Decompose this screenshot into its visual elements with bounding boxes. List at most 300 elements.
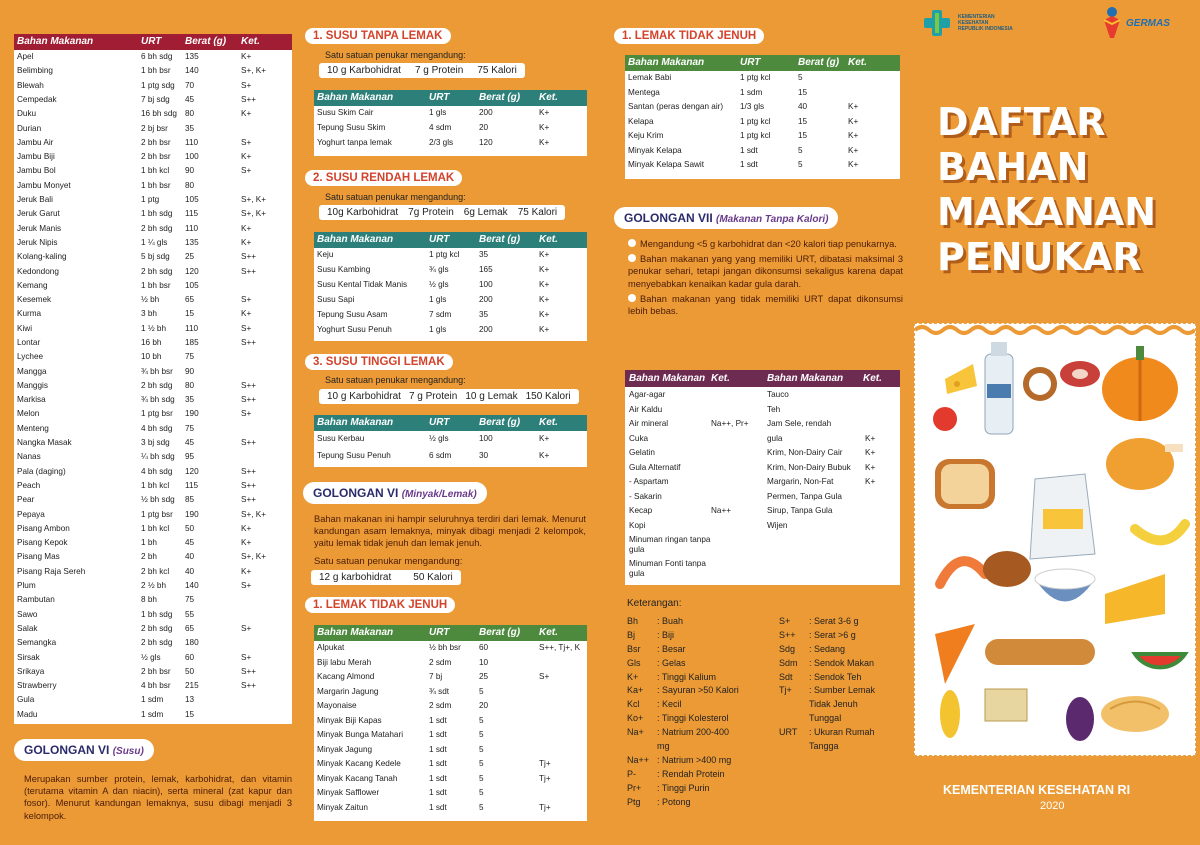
legend-item xyxy=(627,644,777,658)
table-cell: Kesemek xyxy=(17,295,52,305)
table-cell: Srikaya xyxy=(17,666,45,676)
food-illustration xyxy=(915,324,1195,754)
legend-abbr: P- xyxy=(627,768,636,779)
table-cell: 1 bh kcl xyxy=(141,523,170,533)
table-cell: Biji labu Merah xyxy=(317,657,372,667)
table-cell: S++ xyxy=(241,266,257,276)
table-cell: 15 xyxy=(798,116,808,126)
table-cell: 1/3 gls xyxy=(740,102,765,112)
table-cell: Melon xyxy=(17,409,40,419)
table-row xyxy=(14,79,292,93)
table-cell: Yoghurt tanpa lemak xyxy=(317,138,392,148)
food-name: Air Kaldu xyxy=(629,404,663,414)
legend-item xyxy=(779,672,904,686)
table-row xyxy=(14,293,292,307)
table-cell: Tepung Susu Skim xyxy=(317,123,386,133)
table-row xyxy=(14,636,292,650)
table-cell: 2 bh sdg xyxy=(141,380,173,390)
table-cell: S+, K+ xyxy=(241,509,267,519)
table-cell: S+ xyxy=(241,323,252,333)
flour-bag-icon xyxy=(1030,474,1095,559)
table-row xyxy=(14,365,292,379)
legend-item xyxy=(627,769,777,783)
table-cell: K+ xyxy=(241,309,252,319)
table-cell: 2 bh sdg xyxy=(141,223,173,233)
golongan-label: GOLONGAN VI xyxy=(313,486,399,500)
table-cell: 40 xyxy=(798,102,808,112)
legend-meaning: : Besar xyxy=(657,643,686,654)
table-cell: 200 xyxy=(479,108,493,118)
list-item xyxy=(767,492,896,502)
table-cell: 2 bh xyxy=(141,552,157,562)
nutrient: 75 Kalori xyxy=(517,207,558,218)
table-cell: S+ xyxy=(241,166,252,176)
list-item xyxy=(629,405,759,415)
golongan-susu-title xyxy=(14,739,154,761)
legend-item xyxy=(627,672,777,686)
table-row xyxy=(14,121,292,135)
legend-abbr xyxy=(779,713,809,727)
table-cell: 140 xyxy=(185,581,199,591)
table-cell: 100 xyxy=(479,280,493,290)
food-ket: K+ xyxy=(865,433,876,443)
legend-item xyxy=(627,616,777,630)
legend-item xyxy=(627,727,777,741)
col-header: Berat (g) xyxy=(476,625,536,641)
col-header: Berat (g) xyxy=(476,415,536,431)
table-cell: K+ xyxy=(539,280,550,290)
legend-meaning: : Rendah Protein xyxy=(657,768,725,779)
table-row xyxy=(14,179,292,193)
list-item xyxy=(629,419,759,429)
cheese-icon xyxy=(945,364,977,394)
table-cell: 5 xyxy=(798,160,803,170)
legend-meaning: : Sendok Teh xyxy=(809,671,862,682)
food-name: Teh xyxy=(767,404,781,414)
nutrient: 10 g Karbohidrat xyxy=(327,391,401,402)
table-cell: Margarin Jagung xyxy=(317,686,379,696)
legend-meaning: : Serat >6 g xyxy=(809,629,856,640)
title-line: MAKANAN xyxy=(937,190,1157,234)
legend-item xyxy=(779,727,904,741)
table-row xyxy=(625,71,900,86)
table-cell: Tj+ xyxy=(539,802,551,812)
table-cell: K+ xyxy=(539,295,550,305)
table-cell: 75 xyxy=(185,352,195,362)
bullet-item xyxy=(628,293,903,317)
legend-meaning: : Sumber Lemak xyxy=(809,685,876,696)
table-row xyxy=(314,685,587,700)
table-row xyxy=(14,708,292,722)
table-cell: 10 xyxy=(479,657,489,667)
list-item xyxy=(767,506,896,516)
susu-rendah-lemak-table xyxy=(314,232,587,341)
free-food-table-card xyxy=(625,370,900,585)
table-row xyxy=(314,106,587,121)
legend-abbr: Na+ xyxy=(627,727,644,738)
section-title-lemak-jenuh: 1. LEMAK TIDAK JENUH xyxy=(614,28,764,44)
table-cell xyxy=(238,279,292,293)
table-cell: 1 sdt xyxy=(429,773,447,783)
table-cell: 4 bh bsr xyxy=(141,681,171,691)
table-cell: 25 xyxy=(185,252,195,262)
table-row xyxy=(14,264,292,278)
legend-abbr: S++ xyxy=(779,629,796,640)
table-cell xyxy=(845,71,900,86)
table-cell: 215 xyxy=(185,681,199,691)
table-row xyxy=(314,448,587,465)
carrot-icon xyxy=(935,624,975,684)
table-cell: Santan (peras dengan air) xyxy=(628,102,724,112)
table-cell: Pala (daging) xyxy=(17,466,66,476)
list-item xyxy=(767,419,896,429)
nutrient: 6g Lemak xyxy=(463,207,508,218)
table-cell xyxy=(536,685,587,700)
table-cell: 80 xyxy=(185,380,195,390)
table-cell: 190 xyxy=(185,509,199,519)
banana-icon xyxy=(1135,524,1185,540)
table-cell: 35 xyxy=(185,395,195,405)
table-cell: ½ bh xyxy=(141,295,160,305)
free-food-header xyxy=(625,370,900,387)
table-cell: 6 sdm xyxy=(429,451,452,461)
table-cell: Tepung Susu Asam xyxy=(317,310,388,320)
table-cell: S+ xyxy=(241,295,252,305)
table-cell: 1 sdt xyxy=(429,744,447,754)
list-item xyxy=(767,390,896,400)
table-cell: K+ xyxy=(241,223,252,233)
food-name: Agar-agar xyxy=(629,390,666,399)
table-cell: Pisang Kepok xyxy=(17,538,68,548)
table-cell: Mangga xyxy=(17,366,47,376)
legend-item xyxy=(627,741,777,755)
table-cell: 5 xyxy=(798,73,803,83)
table-row xyxy=(14,693,292,707)
table-cell: Yoghurt Susu Penuh xyxy=(317,325,392,335)
table-cell xyxy=(238,708,292,722)
table-cell: Nangka Masak xyxy=(17,438,72,448)
list-item xyxy=(629,477,759,487)
table-cell: 7 sdm xyxy=(429,310,452,320)
table-row xyxy=(14,93,292,107)
table-row xyxy=(314,670,587,685)
col-header: Bahan Makanan xyxy=(314,232,426,248)
table-row xyxy=(14,350,292,364)
table-cell: 20 xyxy=(479,701,489,711)
col-header: Ket. xyxy=(238,34,292,50)
table-cell: 1 bh bsr xyxy=(141,180,171,190)
bullet-dot-icon xyxy=(628,254,636,262)
table-cell xyxy=(238,608,292,622)
legend-meaning: : Sayuran >50 Kalori xyxy=(657,685,739,696)
table-cell: 15 xyxy=(185,309,195,319)
golongan-label: GOLONGAN VI xyxy=(24,743,110,757)
table-row xyxy=(625,86,900,101)
section-title-susu-rendah-lemak: 2. SUSU RENDAH LEMAK xyxy=(305,170,462,186)
table-row xyxy=(314,656,587,671)
col-header: Bahan Makanan xyxy=(14,34,138,50)
table-cell: K+ xyxy=(241,109,252,119)
bullet-dot-icon xyxy=(628,294,636,302)
table-cell: 100 xyxy=(185,152,199,162)
table-cell: 65 xyxy=(185,623,195,633)
table-cell: 10 bh xyxy=(141,352,162,362)
section-note: Satu satuan penukar mengandung: xyxy=(314,556,463,567)
table-row xyxy=(14,393,292,407)
legend-abbr: Ka+ xyxy=(627,685,644,696)
food-name: Gelatin xyxy=(629,448,655,457)
table-cell: Nanas xyxy=(17,452,41,462)
table-cell: K+ xyxy=(539,123,550,133)
legend-meaning: : Tinggi Kalium xyxy=(657,671,717,682)
table-cell: 16 bh sdg xyxy=(141,109,177,119)
title-line: DAFTAR xyxy=(937,100,1106,144)
table-row xyxy=(625,144,900,159)
table-row xyxy=(314,772,587,787)
col-header: Bahan Makanan xyxy=(625,55,737,71)
table-cell: Tepung Susu Penuh xyxy=(317,451,391,461)
table-cell: Peach xyxy=(17,480,41,490)
table-row xyxy=(625,158,900,173)
col-header: Bahan Makanan xyxy=(314,415,426,431)
table-cell: 8 bh xyxy=(141,595,157,605)
table-row xyxy=(14,650,292,664)
table-cell: 1 ptg kcl xyxy=(429,250,460,260)
table-cell: Manggis xyxy=(17,380,48,390)
table-row xyxy=(314,714,587,729)
list-item xyxy=(629,448,759,458)
table-cell: Jeruk Nipis xyxy=(17,237,58,247)
food-name: Air mineral xyxy=(629,419,669,428)
legend-abbr xyxy=(779,741,809,755)
table-cell: 5 xyxy=(479,788,484,798)
food-name: Wijen xyxy=(767,520,788,530)
bullet-dot-icon xyxy=(628,239,636,247)
tofu-icon xyxy=(985,689,1027,721)
table-cell: 5 xyxy=(479,744,484,754)
col-header: Ket. xyxy=(863,373,882,384)
meat-icon xyxy=(1060,361,1100,387)
table-cell: 5 bj sdg xyxy=(141,252,170,262)
legend-item xyxy=(779,699,904,713)
legend-meaning: : Ukuran Rumah xyxy=(809,727,875,738)
susu-tanpa-lemak-table xyxy=(314,90,587,156)
table-cell: 50 xyxy=(185,523,195,533)
col-header: URT xyxy=(426,625,476,641)
table-cell xyxy=(238,593,292,607)
table-cell: S+ xyxy=(241,137,252,147)
table-cell: 1 sdm xyxy=(740,87,763,97)
table-cell: K+ xyxy=(848,131,859,141)
legend-abbr: URT xyxy=(779,727,798,738)
table-row xyxy=(314,743,587,758)
table-cell: 5 xyxy=(479,730,484,740)
table-cell: 1 gls xyxy=(429,325,447,335)
table-cell: Jeruk Bali xyxy=(17,195,53,205)
table-row xyxy=(14,336,292,350)
table-row xyxy=(14,522,292,536)
table-cell: Semangka xyxy=(17,638,57,648)
table-cell: 2 sdm xyxy=(429,701,452,711)
legend-meaning: : Sedang xyxy=(809,643,846,654)
table-cell: ¾ gls xyxy=(429,265,449,275)
legend-abbr: Sdt xyxy=(779,671,793,682)
table-cell: Kolang-kaling xyxy=(17,252,67,262)
table-cell: 2 bj bsr xyxy=(141,123,168,133)
table-cell: 70 xyxy=(185,80,195,90)
table-cell: K+ xyxy=(539,265,550,275)
table-cell: Minyak Kelapa xyxy=(628,145,682,155)
food-ket: K+ xyxy=(865,477,876,486)
table-cell: Susu Kental Tidak Manis xyxy=(317,280,408,290)
table-cell: 1 sdt xyxy=(429,730,447,740)
table-cell: 185 xyxy=(185,337,199,347)
table-row xyxy=(14,50,292,64)
table-cell: 1 ptg kcl xyxy=(740,131,771,141)
golongan-minyak-title xyxy=(303,482,487,504)
food-name: Cuka xyxy=(629,433,649,443)
ministry-emblem-icon xyxy=(920,8,954,38)
list-item xyxy=(767,448,896,458)
table-cell: S++ xyxy=(241,438,257,448)
cheese-wedge-icon xyxy=(1105,574,1165,624)
col-header: Berat (g) xyxy=(182,34,238,50)
pretzel-icon xyxy=(1026,370,1054,398)
bullet-text: Mengandung <5 g karbohidrat dan <20 kalori tiap penukarnya. xyxy=(640,239,897,249)
legend-item xyxy=(779,644,904,658)
table-cell: Pisang Ambon xyxy=(17,523,70,533)
watermelon-icon xyxy=(1135,654,1185,667)
table-row xyxy=(14,665,292,679)
table-cell: Pepaya xyxy=(17,509,45,519)
table-cell xyxy=(238,422,292,436)
section-title-lemak-tidak-jenuh: 1. LEMAK TIDAK JENUH xyxy=(305,597,455,613)
table-cell: Mayonaise xyxy=(317,701,357,711)
table-row xyxy=(14,608,292,622)
food-name: Kecap xyxy=(629,506,653,515)
nutrient-box xyxy=(311,570,461,585)
table-cell: 120 xyxy=(185,466,199,476)
table-cell: K+ xyxy=(539,138,550,148)
table-cell: 140 xyxy=(185,66,199,76)
golongan-sub: (Makanan Tanpa Kalori) xyxy=(716,214,829,225)
table-row xyxy=(14,579,292,593)
table-cell: 5 xyxy=(479,715,484,725)
legend-meaning: : Biji xyxy=(657,629,675,640)
table-row xyxy=(14,679,292,693)
table-cell: K+ xyxy=(241,566,252,576)
title-line: PENUKAR xyxy=(937,235,1142,279)
table-cell: 16 bh xyxy=(141,337,162,347)
table-cell xyxy=(536,656,587,671)
table-cell: S+, K+ xyxy=(241,66,267,76)
table-cell: 40 xyxy=(185,552,195,562)
table-cell: Pisang Raja Sereh xyxy=(17,566,86,576)
food-name: Krim, Non-Dairy Cair xyxy=(767,448,843,457)
table-cell: 95 xyxy=(185,452,195,462)
table-row xyxy=(14,250,292,264)
table-cell: 2/3 gls xyxy=(429,138,454,148)
cover-title xyxy=(937,100,1156,280)
table-cell: 45 xyxy=(185,438,195,448)
table-cell: 2 bh bsr xyxy=(141,152,171,162)
table-cell: 1 ½ bh xyxy=(141,323,167,333)
table-cell: Cempedak xyxy=(17,94,57,104)
table-cell: S++ xyxy=(241,337,257,347)
legend-abbr: Ptg xyxy=(627,796,641,807)
table-cell: Sirsak xyxy=(17,652,40,662)
golongan-sub: (Minyak/Lemak) xyxy=(401,489,477,500)
table-cell: S++ xyxy=(241,252,257,262)
table-cell: 1 sdt xyxy=(429,788,447,798)
legend-item xyxy=(627,699,777,713)
table-row xyxy=(14,279,292,293)
table-row xyxy=(314,431,587,448)
col-header: URT xyxy=(426,90,476,106)
table-cell: K+ xyxy=(848,160,859,170)
table-row xyxy=(314,136,587,151)
table-cell: S+ xyxy=(241,652,252,662)
table-cell: Jeruk Manis xyxy=(17,223,62,233)
table-cell: 5 xyxy=(479,802,484,812)
free-food-left-list xyxy=(625,387,763,586)
table-cell: Durian xyxy=(17,123,42,133)
table-cell: Minyak Kelapa Sawit xyxy=(628,160,704,170)
table-cell: Minyak Kacang Kedele xyxy=(317,759,401,769)
section-note: Satu satuan penukar mengandung: xyxy=(325,192,466,202)
legend-meaning: mg xyxy=(657,741,670,752)
bun-icon xyxy=(983,551,1031,587)
table-cell: K+ xyxy=(848,102,859,112)
legend-meaning: : Gelas xyxy=(657,657,686,668)
table-cell: 1 sdm xyxy=(141,695,164,705)
table-cell: S++ xyxy=(241,380,257,390)
col-header: Bahan Makanan xyxy=(314,625,426,641)
legend-meaning: : Buah xyxy=(657,616,684,626)
nutrient-box xyxy=(319,205,565,220)
table-cell: Menteng xyxy=(17,423,49,433)
table-cell: 75 xyxy=(185,423,195,433)
table-cell: Madu xyxy=(17,709,38,719)
table-cell: K+ xyxy=(539,451,550,461)
col-header: URT xyxy=(737,55,795,71)
table-row xyxy=(314,308,587,323)
bullet-item xyxy=(628,253,903,290)
legend-meaning: : Natrium 200-400 xyxy=(657,727,730,738)
susu-tinggi-lemak-table xyxy=(314,415,587,467)
table-cell: Kedondong xyxy=(17,266,59,276)
table-cell: 165 xyxy=(479,265,493,275)
table-cell: Kiwi xyxy=(17,323,33,333)
nutrient: 150 Kalori xyxy=(525,391,571,402)
col-header: URT xyxy=(426,415,476,431)
table-cell xyxy=(845,86,900,101)
table-cell: 135 xyxy=(185,237,199,247)
table-cell: Kelapa xyxy=(628,116,654,126)
bullet-item xyxy=(628,238,903,250)
table-cell: Kurma xyxy=(17,309,42,319)
table-cell: 1 bh bsr xyxy=(141,280,171,290)
table-cell: 30 xyxy=(479,451,489,461)
table-row xyxy=(14,136,292,150)
table-row xyxy=(14,508,292,522)
table-cell: Duku xyxy=(17,109,37,119)
table-cell: 105 xyxy=(185,195,199,205)
table-cell xyxy=(536,714,587,729)
table-cell: Susu Kerbau xyxy=(317,434,365,444)
table-cell xyxy=(238,350,292,364)
table-cell: S+ xyxy=(241,409,252,419)
